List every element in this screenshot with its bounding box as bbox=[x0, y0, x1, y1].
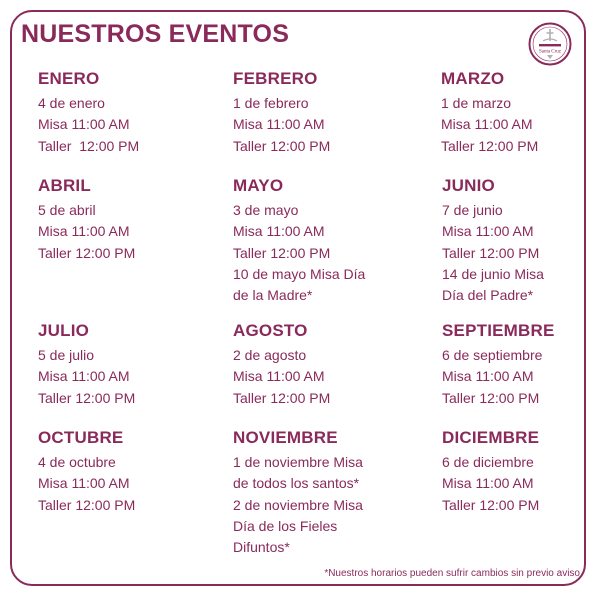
parish-seal-icon bbox=[528, 22, 572, 66]
event-line: Misa 11:00 AM bbox=[38, 223, 130, 240]
event-line: de todos los santos* bbox=[233, 475, 360, 492]
month-name: MARZO bbox=[441, 69, 505, 88]
event-line: Taller 12:00 PM bbox=[233, 137, 331, 154]
event-line: 14 de junio Misa bbox=[442, 265, 544, 282]
event-line: Misa 11:00 AM bbox=[442, 475, 534, 492]
month-abril bbox=[38, 176, 208, 264]
event-line: Misa 11:00 AM bbox=[233, 116, 325, 133]
month-name: NOVIEMBRE bbox=[233, 428, 338, 447]
event-line: 1 de febrero bbox=[233, 95, 309, 111]
month-name: ENERO bbox=[38, 69, 100, 88]
event-line: 2 de noviembre Misa bbox=[233, 496, 363, 513]
event-line: Taller 12:00 PM bbox=[38, 244, 136, 261]
month-name: DICIEMBRE bbox=[442, 428, 540, 447]
event-line: Misa 11:00 AM bbox=[38, 116, 130, 133]
month-diciembre bbox=[442, 428, 600, 516]
event-line: Misa 11:00 AM bbox=[233, 223, 325, 240]
event-line: 6 de septiembre bbox=[442, 347, 543, 363]
month-enero bbox=[38, 69, 208, 157]
event-line: Misa 11:00 AM bbox=[38, 368, 130, 385]
footnote: *Nuestros horarios pueden sufrir cambios sin previo aviso bbox=[324, 568, 580, 579]
month-name: ABRIL bbox=[38, 176, 91, 195]
month-name: MAYO bbox=[233, 176, 284, 195]
month-name: AGOSTO bbox=[233, 321, 308, 340]
event-line: Taller 12:00 PM bbox=[38, 496, 136, 513]
month-name: JUNIO bbox=[442, 176, 495, 195]
event-line: 1 de noviembre Misa bbox=[233, 454, 363, 470]
event-line: Taller 12:00 PM bbox=[38, 137, 140, 154]
event-line: Difuntos* bbox=[233, 539, 290, 556]
month-agosto bbox=[233, 321, 403, 409]
month-marzo bbox=[441, 69, 600, 157]
event-line: Taller 12:00 PM bbox=[233, 389, 331, 406]
event-line: Misa 11:00 AM bbox=[38, 475, 130, 492]
month-noviembre bbox=[233, 428, 403, 558]
month-name: FEBRERO bbox=[233, 69, 318, 88]
event-line: Taller 12:00 PM bbox=[38, 389, 136, 406]
event-line: Día de los Fieles bbox=[233, 517, 338, 534]
event-line: Misa 11:00 AM bbox=[233, 368, 325, 385]
event-line: Taller 12:00 PM bbox=[442, 389, 540, 406]
event-line: 10 de mayo Misa Día bbox=[233, 265, 366, 282]
event-line: Taller 12:00 PM bbox=[442, 244, 540, 261]
event-line: Misa 11:00 AM bbox=[441, 116, 533, 133]
event-line: de la Madre* bbox=[233, 287, 313, 304]
event-line: 4 de enero bbox=[38, 95, 105, 111]
month-febrero bbox=[233, 69, 403, 157]
month-name: JULIO bbox=[38, 321, 90, 340]
event-line: 2 de agosto bbox=[233, 347, 307, 363]
event-line: Taller 12:00 PM bbox=[441, 137, 539, 154]
event-line: 5 de julio bbox=[38, 347, 95, 363]
month-septiembre bbox=[442, 321, 600, 409]
event-line: 3 de mayo bbox=[233, 202, 299, 218]
month-junio bbox=[442, 176, 600, 306]
event-line: 7 de junio bbox=[442, 202, 503, 218]
event-line: Día del Padre* bbox=[442, 287, 534, 304]
event-line: 6 de diciembre bbox=[442, 454, 534, 470]
month-name: SEPTIEMBRE bbox=[442, 321, 555, 340]
event-line: 1 de marzo bbox=[441, 95, 512, 111]
logo-text: Santa Cruz bbox=[538, 49, 562, 55]
event-line: Taller 12:00 PM bbox=[233, 244, 331, 261]
event-line: Misa 11:00 AM bbox=[442, 368, 534, 385]
month-julio bbox=[38, 321, 208, 409]
event-line: Taller 12:00 PM bbox=[442, 496, 540, 513]
event-line: 5 de abril bbox=[38, 202, 96, 218]
event-line: Misa 11:00 AM bbox=[442, 223, 534, 240]
month-octubre bbox=[38, 428, 208, 516]
month-name: OCTUBRE bbox=[38, 428, 124, 447]
month-mayo bbox=[233, 176, 403, 306]
page-title: NUESTROS EVENTOS bbox=[21, 20, 290, 48]
event-line: 4 de octubre bbox=[38, 454, 116, 470]
